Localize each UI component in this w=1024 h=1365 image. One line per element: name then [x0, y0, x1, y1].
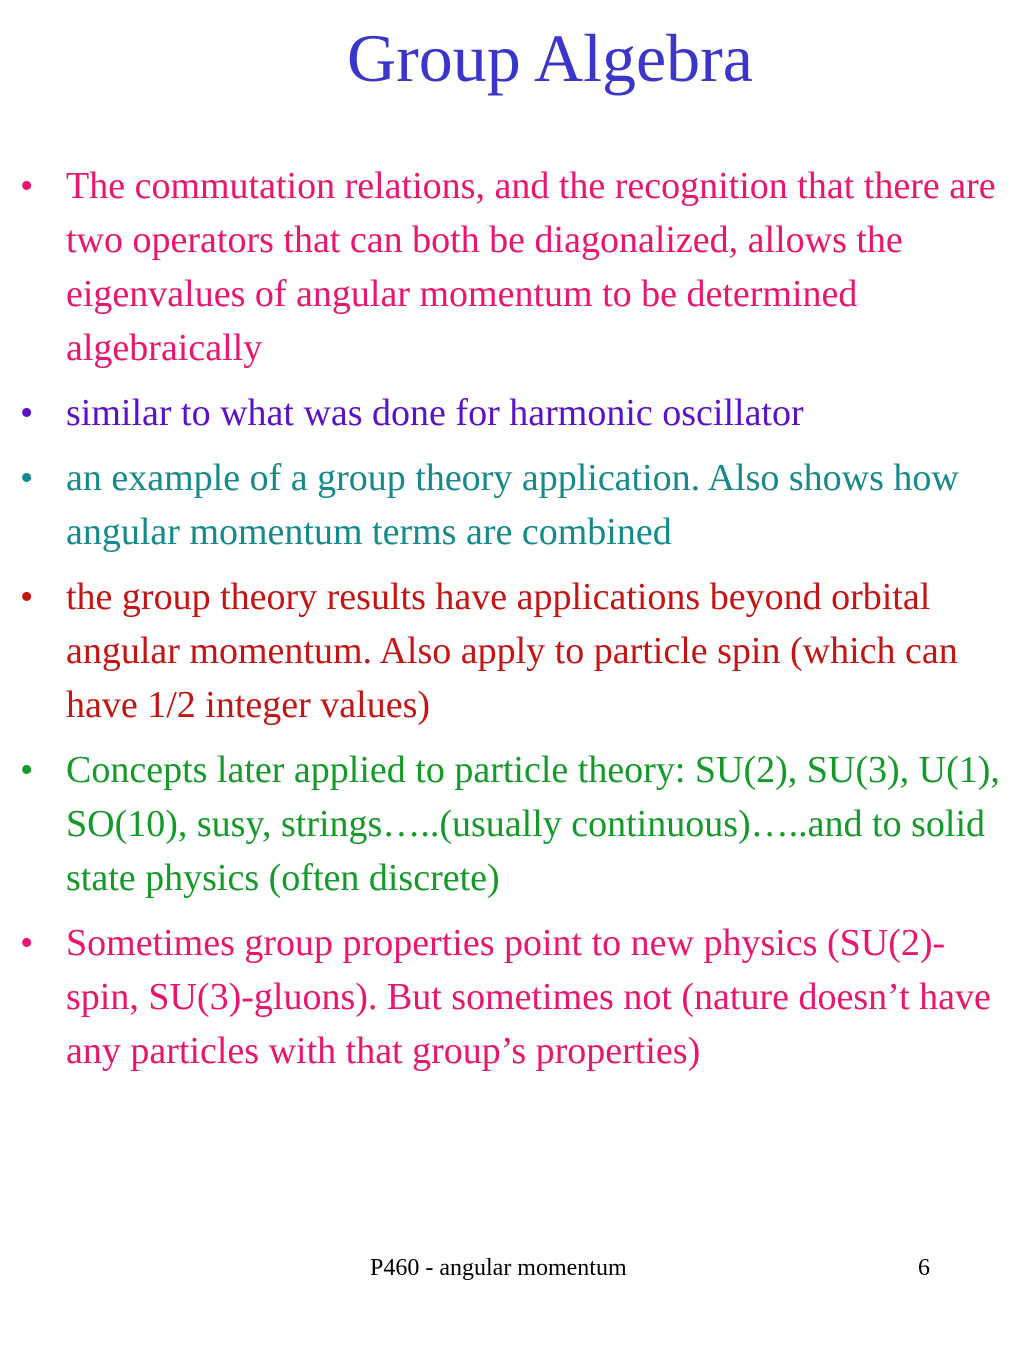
bullet-item: [20, 743, 1010, 905]
bullet-icon: •: [20, 165, 34, 207]
bullet-icon: •: [20, 749, 34, 791]
bullet-list: [20, 159, 1010, 1089]
slide-title: Group Algebra: [346, 20, 753, 96]
bullet-icon: •: [20, 457, 34, 499]
bullet-text: an example of a group theory application. Also shows how angular momentum terms are combined: [66, 457, 959, 553]
slide-footer: [0, 1253, 1024, 1285]
bullet-icon: •: [20, 392, 34, 434]
bullet-text: The commutation relations, and the recognition that there are two operators that can both be diagonalized, allows the eigenvalues of angular momentum to be determined algebraically: [66, 165, 996, 369]
bullet-text: the group theory results have applications beyond orbital angular momentum. Also apply to particle spin (which can have 1/2 integer values): [66, 576, 958, 726]
bullet-text: Concepts later applied to particle theory: SU(2), SU(3), U(1), SO(10), susy, strings…..(usually continuous)…..and to solid state physics (often discrete): [66, 749, 1000, 899]
bullet-item: [20, 159, 1010, 375]
bullet-item: [20, 386, 1010, 440]
bullet-text: similar to what was done for harmonic oscillator: [66, 392, 804, 434]
bullet-item: [20, 916, 1010, 1078]
bullet-icon: •: [20, 922, 34, 964]
bullet-item: [20, 570, 1010, 732]
bullet-item: [20, 451, 1010, 559]
bullet-text: Sometimes group properties point to new physics (SU(2)-spin, SU(3)-gluons). But sometimes not (nature doesn’t have any particles with that group’s properties): [66, 922, 991, 1072]
bullet-icon: •: [20, 576, 34, 618]
footer-text: P460 - angular momentum: [370, 1255, 627, 1281]
page-number: 6: [918, 1255, 930, 1281]
